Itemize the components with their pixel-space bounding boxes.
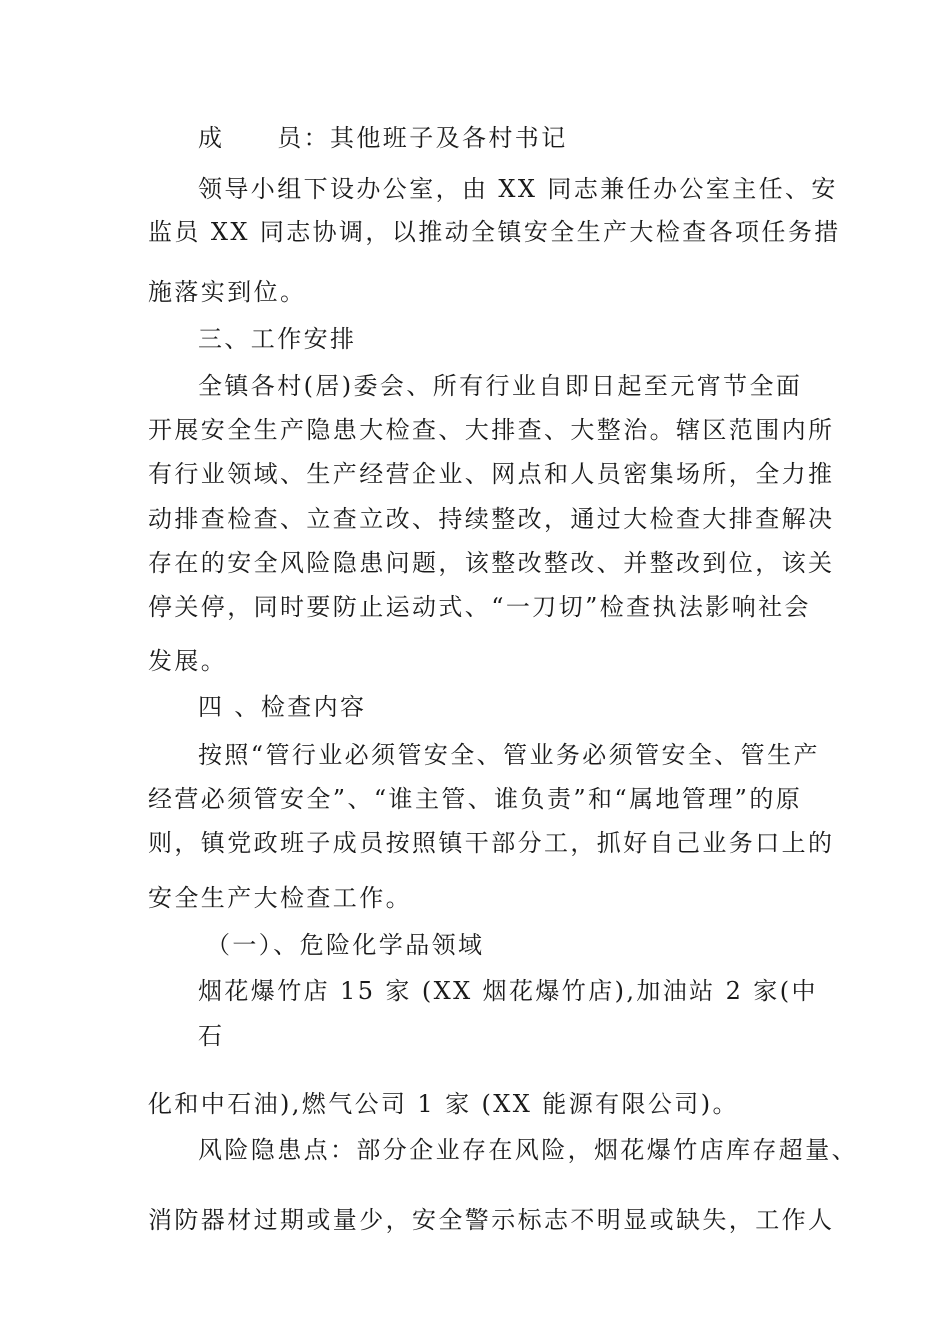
paragraph-line: 安全生产大检查工作。 <box>148 884 412 912</box>
paragraph-line: 烟花爆竹店 15 家 (XX 烟花爆竹店),加油站 2 家(中 <box>198 977 818 1005</box>
paragraph-line: 停关停，同时要防止运动式、“一刀切”检查执法影响社会 <box>148 593 811 621</box>
paragraph-line: 经营必须管安全”、“谁主管、谁负责”和“属地管理”的原 <box>148 785 803 813</box>
paragraph-line: 风险隐患点：部分企业存在风险，烟花爆竹店库存超量、 <box>198 1136 858 1164</box>
paragraph-line: 施落实到位。 <box>148 278 307 306</box>
paragraph-line: 则，镇党政班子成员按照镇干部分工，抓好自己业务口上的 <box>148 829 835 857</box>
paragraph-line: 动排查检查、立查立改、持续整改，通过大检查大排查解决 <box>148 505 835 533</box>
paragraph-line: 开展安全生产隐患大检查、大排查、大整治。辖区范围内所 <box>148 416 835 444</box>
paragraph-line: 消防器材过期或量少，安全警示标志不明显或缺失，工作人 <box>148 1206 835 1234</box>
paragraph-line: 存在的安全风险隐患问题，该整改整改、并整改到位，该关 <box>148 549 835 577</box>
subsection-heading-hazardous-chemicals: （一）、危险化学品领域 <box>206 931 485 959</box>
paragraph-line: 有行业领域、生产经营企业、网点和人员密集场所，全力推 <box>148 460 835 488</box>
paragraph-line: 全镇各村(居)委会、所有行业自即日起至元宵节全面 <box>198 372 803 400</box>
paragraph-line: 发展。 <box>148 647 228 675</box>
paragraph-line: 领导小组下设办公室，由 XX 同志兼任办公室主任、安 <box>198 175 838 203</box>
paragraph-line: 按照“管行业必须管安全、管业务必须管安全、管生产 <box>198 741 820 769</box>
team-members-line: 成 员：其他班子及各村书记 <box>198 124 568 152</box>
paragraph-line: 监员 XX 同志协调，以推动全镇安全生产大检查各项任务措 <box>148 218 841 246</box>
paragraph-line: 化和中石油),燃气公司 1 家 (XX 能源有限公司)。 <box>148 1090 739 1118</box>
paragraph-line: 石 <box>198 1022 225 1050</box>
section-heading-work-arrangement: 三、工作安排 <box>198 325 357 353</box>
section-heading-inspection-content: 四 、检查内容 <box>198 693 367 721</box>
